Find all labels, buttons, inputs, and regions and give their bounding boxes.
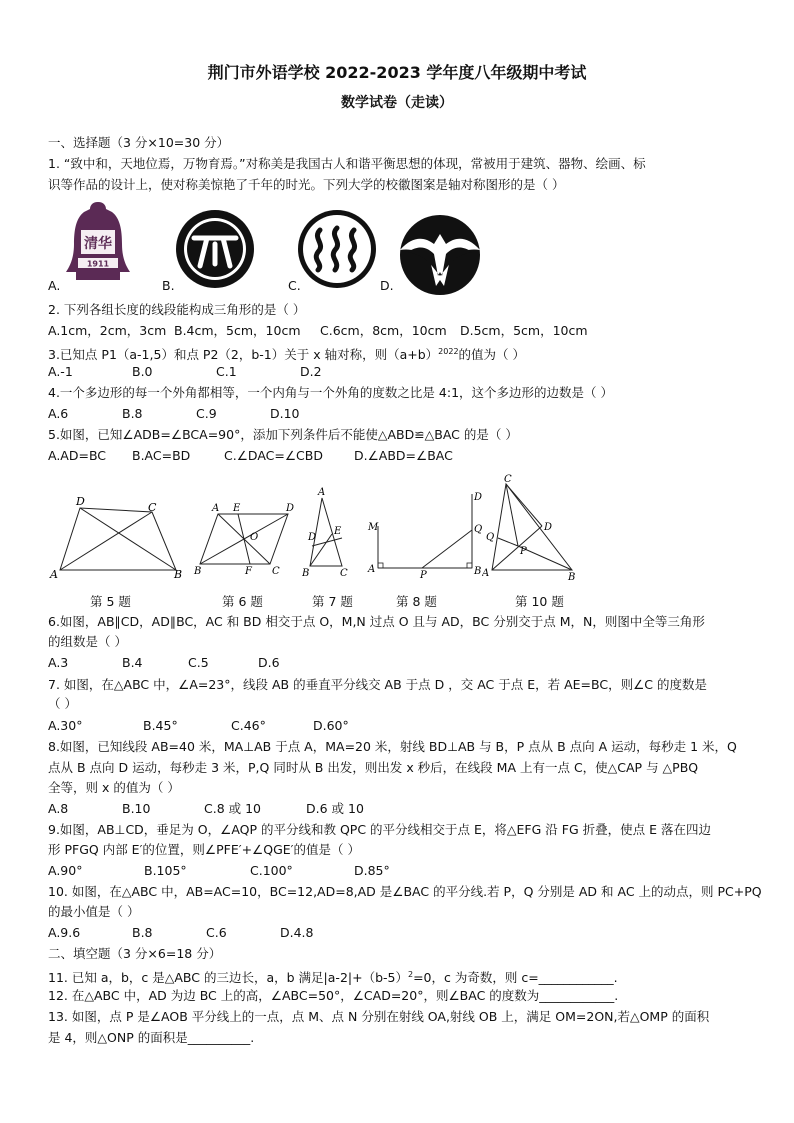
page-title: 荆门市外语学校 2022-2023 学年度八年级期中考试 (207, 63, 587, 82)
logo-a-bell-icon (62, 200, 134, 286)
q4-option-d: D.10 (270, 406, 300, 421)
q5-option-d: D.∠ABD=∠BAC (354, 448, 453, 463)
fig8-label-m: M (368, 522, 379, 533)
q2-options (48, 323, 588, 339)
q4-text: 4.一个多边形的每一个外角都相等，一个内角与一个外角的度数之比是 4:1，这个多边形的边数是（ ） (48, 385, 613, 400)
section2-heading: 二、填空题（3 分×6=18 分） (48, 946, 222, 961)
q8-option-d: D.6 或 10 (306, 801, 364, 816)
fig6-label-e: E (233, 503, 241, 514)
fig6-label-o: O (250, 532, 259, 543)
q4-option-a: A.6 (48, 406, 69, 421)
fig7-label-a: A (318, 487, 326, 498)
q10-option-c: C.6 (206, 925, 227, 940)
q1-text-a: 1. “致中和，天地位焉，万物育焉。”对称美是我国古人和谐平衡思想的体现，常被用于建筑、器物、绘画、标 (48, 156, 646, 171)
caption-fig6: 第 6 题 (222, 594, 263, 609)
q2-option-b: B.4cm，5cm，10cm (174, 323, 301, 338)
fig10-label-d: D (544, 522, 553, 533)
q7-text-b: （ ） (48, 696, 77, 711)
figure-6 (190, 498, 300, 580)
q3-exponent: 2022 (438, 347, 459, 356)
q3-options (48, 364, 322, 380)
fig10-label-q: Q (486, 532, 495, 543)
q11-answer-blank[interactable]: ____________ (538, 970, 614, 986)
q8-text-a: 8.如图，已知线段 AB=40 米，MA⊥AB 于点 A，MA=20 米，射线 BD⊥AB 与 B，P 点从 B 点向 A 运动，每秒走 1 米，Q (48, 739, 737, 754)
fig10-label-p: P (520, 546, 527, 557)
q11-text-b: =0，c 为奇数，则 c= (413, 970, 539, 986)
fig7-label-c: C (340, 568, 348, 579)
fig10-label-b: B (568, 572, 576, 580)
q9-text-b: 形 PFGQ 内部 E′的位置，则∠PFE′+∠QGE′的值是（ ） (48, 842, 360, 857)
q13-text-b: 是 4，则△ONP 的面积是 (48, 1030, 188, 1045)
q7-option-d: D.60° (313, 718, 349, 733)
q7-text-a: 7. 如图，在△ABC 中，∠A=23°，线段 AB 的垂直平分线交 AB 于点 D ，交 AC 于点 E，若 AE=BC，则∠C 的度数是 (48, 677, 707, 692)
q5-options (48, 448, 453, 464)
caption-fig10: 第 10 题 (515, 594, 564, 609)
fig7-label-b: B (302, 568, 310, 579)
q11-text (48, 967, 618, 986)
fig10-label-a: A (482, 568, 490, 579)
q12-text-line (48, 988, 618, 1004)
logo-c-waves-icon (296, 208, 378, 294)
q1-label-d: D. (380, 278, 394, 293)
caption-fig8: 第 8 题 (396, 594, 437, 609)
q6-text-b: 的组数是（ ） (48, 634, 127, 649)
q8-text-c: 全等，则 x 的值为（ ） (48, 780, 180, 795)
fig6-label-d: D (286, 503, 295, 514)
fig6-label-c: C (272, 566, 280, 577)
q10-text-b: 的最小值是（ ） (48, 904, 140, 919)
q8-option-b: B.10 (122, 801, 151, 816)
q3-text-a: 3.已知点 P1（a-1,5）和点 P2（2，b-1）关于 x 轴对称，则（a+b） (48, 347, 439, 363)
q6-option-b: B.4 (122, 655, 143, 670)
q11-exponent: 2 (407, 970, 414, 979)
q9-text-a: 9.如图，AB⊥CD，垂足为 O，∠AQP 的平分线和教 QPC 的平分线相交于点 E，将△EFG 沿 FG 折叠，使点 E 落在四边 (48, 822, 711, 837)
fig5-label-a: A (50, 568, 58, 580)
q7-option-c: C.46° (231, 718, 266, 733)
q4-option-b: B.8 (122, 406, 143, 421)
q8-option-c: C.8 或 10 (204, 801, 262, 816)
q1-label-a: A. (48, 278, 61, 293)
q9-options (48, 863, 390, 879)
q13-text-a: 13. 如图，点 P 是∠AOB 平分线上的一点，点 M、点 N 分别在射线 OA,射线 OB 上，满足 OM=2ON,若△OMP 的面积 (48, 1009, 710, 1024)
q10-option-a: A.9.6 (48, 925, 81, 940)
q8-text-b: 点从 B 点向 D 运动，每秒走 3 米，P,Q 同时从 B 出发，则出发 x 秒后，在线段 MA 上有一点 C，使△CAP 与 △PBQ (48, 760, 699, 775)
q3-option-b: B.0 (132, 364, 153, 379)
fig6-label-f: F (245, 566, 252, 577)
q13-text-line (48, 1030, 254, 1046)
fig5-label-d: D (76, 495, 85, 508)
q3-option-d: D.2 (300, 364, 322, 379)
figure-10 (482, 474, 582, 580)
q6-option-d: D.6 (258, 655, 280, 670)
fig7-label-d: D (308, 532, 317, 543)
q10-options (48, 925, 313, 941)
q5-option-c: C.∠DAC=∠CBD (224, 448, 323, 463)
fig5-label-b: B (174, 568, 183, 580)
q13-answer-blank[interactable]: __________ (187, 1030, 251, 1045)
q6-option-c: C.5 (188, 655, 209, 670)
q13-end: . (250, 1030, 255, 1045)
logo-d-eagle-icon (394, 214, 486, 300)
fig8-label-a: A (368, 564, 376, 575)
q3-text (48, 344, 525, 363)
fig10-label-c: C (504, 474, 512, 485)
q12-end: . (614, 988, 619, 1003)
q7-options (48, 718, 349, 734)
figure-5 (46, 494, 186, 580)
q9-option-d: D.85° (354, 863, 390, 878)
q7-option-b: B.45° (143, 718, 178, 733)
logo-b-seal-icon (174, 208, 256, 294)
q6-option-a: A.3 (48, 655, 69, 670)
q1-label-b: B. (162, 278, 175, 293)
q10-text-a: 10. 如图，在△ABC 中，AB=AC=10，BC=12,AD=8,AD 是∠BAC 的平分线.若 P，Q 分别是 AD 和 AC 上的动点，则 PC+PQ (48, 884, 762, 899)
q12-text: 12. 在△ABC 中，AD 为边 BC 上的高，∠ABC=50°，∠CAD=20°，则∠BAC 的度数为 (48, 988, 540, 1003)
q2-option-d: D.5cm，5cm，10cm (460, 323, 588, 338)
fig6-label-a: A (212, 503, 220, 514)
q9-option-c: C.100° (250, 863, 293, 878)
q4-option-c: C.9 (196, 406, 217, 421)
section1-heading: 一、选择题（3 分×10=30 分） (48, 135, 230, 150)
caption-fig5: 第 5 题 (90, 594, 131, 609)
q7-option-a: A.30° (48, 718, 83, 733)
q2-text: 2. 下列各组长度的线段能构成三角形的是（ ） (48, 302, 306, 317)
q11-end: . (613, 970, 618, 986)
q9-option-a: A.90° (48, 863, 83, 878)
q3-option-a: A.-1 (48, 364, 73, 379)
q5-text: 5.如图，已知∠ADB=∠BCA=90°，添加下列条件后不能使△ABD≌△BAC 的是（ ） (48, 427, 518, 442)
q1-label-c: C. (288, 278, 301, 293)
q11-text-a: 11. 已知 a，b，c 是△ABC 的三边长，a，b 满足|a-2|+（b-5） (48, 970, 408, 986)
fig8-label-p: P (420, 570, 427, 580)
fig8-label-d: D (474, 492, 483, 503)
q9-option-b: B.105° (144, 863, 187, 878)
q4-options (48, 406, 300, 422)
fig6-label-b: B (194, 566, 202, 577)
q8-option-a: A.8 (48, 801, 69, 816)
page-subtitle: 数学试卷（走读） (341, 95, 453, 111)
figure-8 (366, 486, 486, 580)
q3-text-b: 的值为（ ） (458, 347, 526, 363)
fig7-label-e: E (334, 526, 342, 537)
q5-option-b: B.AC=BD (132, 448, 191, 463)
q2-option-a: A.1cm，2cm，3cm (48, 323, 167, 338)
q2-option-c: C.6cm，8cm，10cm (320, 323, 447, 338)
q8-options (48, 801, 364, 817)
fig8-label-b: B (474, 566, 482, 577)
figure-7 (302, 484, 352, 580)
fig8-label-q: Q (474, 524, 483, 535)
q6-options (48, 655, 280, 671)
fig5-label-c: C (148, 501, 157, 514)
q6-text-a: 6.如图，AB∥CD，AD∥BC，AC 和 BD 相交于点 O，M,N 过点 O 且与 AD，BC 分别交于点 M，N，则图中全等三角形 (48, 614, 705, 629)
q10-option-b: B.8 (132, 925, 153, 940)
q10-option-d: D.4.8 (280, 925, 314, 940)
q5-option-a: A.AD=BC (48, 448, 107, 463)
q12-answer-blank[interactable]: ____________ (539, 988, 615, 1003)
q3-option-c: C.1 (216, 364, 237, 379)
logo-a-text: 清华 (84, 236, 112, 252)
q1-text-b: 识等作品的设计上，使对称美惊艳了千年的时光。下列大学的校徽图案是轴对称图形的是（ ） (48, 177, 565, 192)
caption-fig7: 第 7 题 (312, 594, 353, 609)
logo-a-year: 1911 (86, 259, 110, 269)
